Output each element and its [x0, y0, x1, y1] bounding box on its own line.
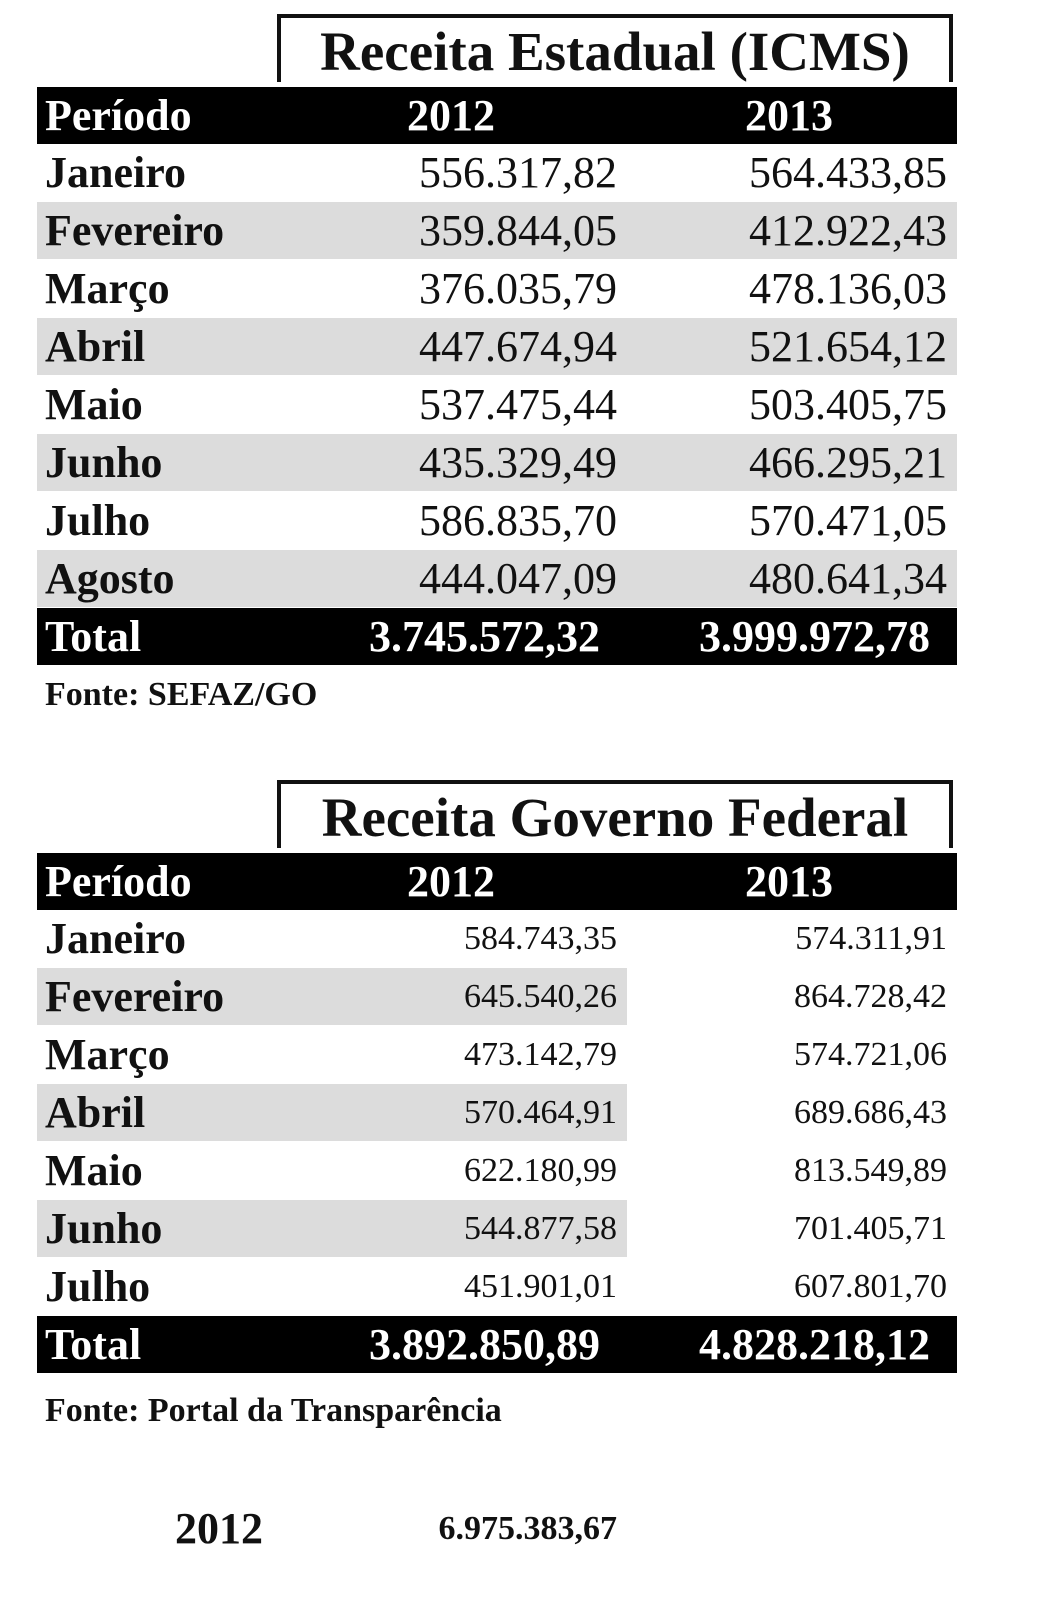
value-2013: 564.433,85 — [749, 148, 947, 197]
value-2013: 521.654,12 — [749, 322, 947, 371]
value-2013: 478.136,03 — [749, 264, 947, 313]
table-row — [37, 550, 957, 607]
row-month: Março — [45, 264, 170, 313]
value-2012: 537.475,44 — [419, 380, 617, 429]
federal-total-row — [37, 1316, 957, 1373]
value-2013: 864.728,42 — [794, 978, 947, 1015]
value-2013: 574.721,06 — [794, 1036, 947, 1073]
value-2012: 584.743,35 — [464, 920, 617, 957]
table-row — [37, 1142, 957, 1199]
value-2012: 359.844,05 — [419, 206, 617, 255]
row-month: Fevereiro — [45, 206, 225, 255]
summary-value: 6.975.383,67 — [438, 1510, 617, 1547]
table-row — [37, 434, 957, 491]
row-month: Junho — [45, 1204, 163, 1253]
value-2013: 689.686,43 — [794, 1094, 947, 1131]
row-month: Janeiro — [45, 914, 186, 963]
icms-source-note: Fonte: SEFAZ/GO — [45, 676, 318, 713]
row-month: Julho — [45, 1262, 151, 1311]
row-month: Abril — [45, 1088, 146, 1137]
table-row — [37, 260, 957, 317]
header-year-2013: 2013 — [745, 91, 833, 140]
table-row — [37, 318, 957, 375]
value-2012: 544.877,58 — [464, 1210, 617, 1247]
value-2013: 574.311,91 — [795, 920, 947, 957]
value-2013: 813.549,89 — [794, 1152, 947, 1189]
value-2012: 435.329,49 — [419, 438, 617, 487]
federal-table-title: Receita Governo Federal — [277, 780, 953, 848]
table-row — [37, 1026, 957, 1083]
table-row — [37, 910, 957, 967]
icms-header-row — [37, 87, 957, 144]
icms-table-title: Receita Estadual (ICMS) — [277, 14, 953, 82]
federal-header-row — [37, 853, 957, 910]
value-2012: 451.901,01 — [464, 1268, 617, 1305]
value-2013: 607.801,70 — [794, 1268, 947, 1305]
summary-year: 2012 — [175, 1504, 263, 1553]
federal-source-note: Fonte: Portal da Transparência — [45, 1392, 502, 1429]
row-month: Julho — [45, 496, 151, 545]
row-month: Junho — [45, 438, 163, 487]
value-2012: 586.835,70 — [419, 496, 617, 545]
value-2012: 645.540,26 — [464, 978, 617, 1015]
value-2013: 570.471,05 — [749, 496, 947, 545]
icms-total-row — [37, 608, 957, 665]
table-row — [37, 492, 957, 549]
value-2013: 503.405,75 — [749, 380, 947, 429]
value-2012: 622.180,99 — [464, 1152, 617, 1189]
total-2012: 3.892.850,89 — [369, 1320, 600, 1369]
row-month: Maio — [45, 1146, 143, 1195]
total-2013: 3.999.972,78 — [699, 612, 930, 661]
table-row — [37, 1084, 957, 1141]
value-2012: 556.317,82 — [419, 148, 617, 197]
row-month: Maio — [45, 380, 143, 429]
value-2012: 444.047,09 — [419, 554, 617, 603]
table-row — [37, 968, 957, 1025]
header-year-2012: 2012 — [407, 857, 495, 906]
row-month: Agosto — [45, 554, 175, 603]
value-2012: 473.142,79 — [464, 1036, 617, 1073]
table-row — [37, 202, 957, 259]
row-month: Março — [45, 1030, 170, 1079]
total-label: Total — [45, 612, 142, 661]
header-period: Período — [45, 857, 192, 906]
total-label: Total — [45, 1320, 142, 1369]
table-row — [37, 1200, 957, 1257]
value-2013: 466.295,21 — [749, 438, 947, 487]
value-2013: 701.405,71 — [794, 1210, 947, 1247]
value-2013: 480.641,34 — [749, 554, 947, 603]
total-2012: 3.745.572,32 — [369, 612, 600, 661]
total-2013: 4.828.218,12 — [699, 1320, 930, 1369]
value-2012: 376.035,79 — [419, 264, 617, 313]
value-2013: 412.922,43 — [749, 206, 947, 255]
header-year-2012: 2012 — [407, 91, 495, 140]
value-2012: 447.674,94 — [419, 322, 617, 371]
row-month: Janeiro — [45, 148, 186, 197]
row-month: Abril — [45, 322, 146, 371]
row-month: Fevereiro — [45, 972, 225, 1021]
header-period: Período — [45, 91, 192, 140]
table-row — [37, 376, 957, 433]
table-row — [37, 144, 957, 201]
header-year-2013: 2013 — [745, 857, 833, 906]
value-2012: 570.464,91 — [464, 1094, 617, 1131]
table-row — [37, 1258, 957, 1315]
